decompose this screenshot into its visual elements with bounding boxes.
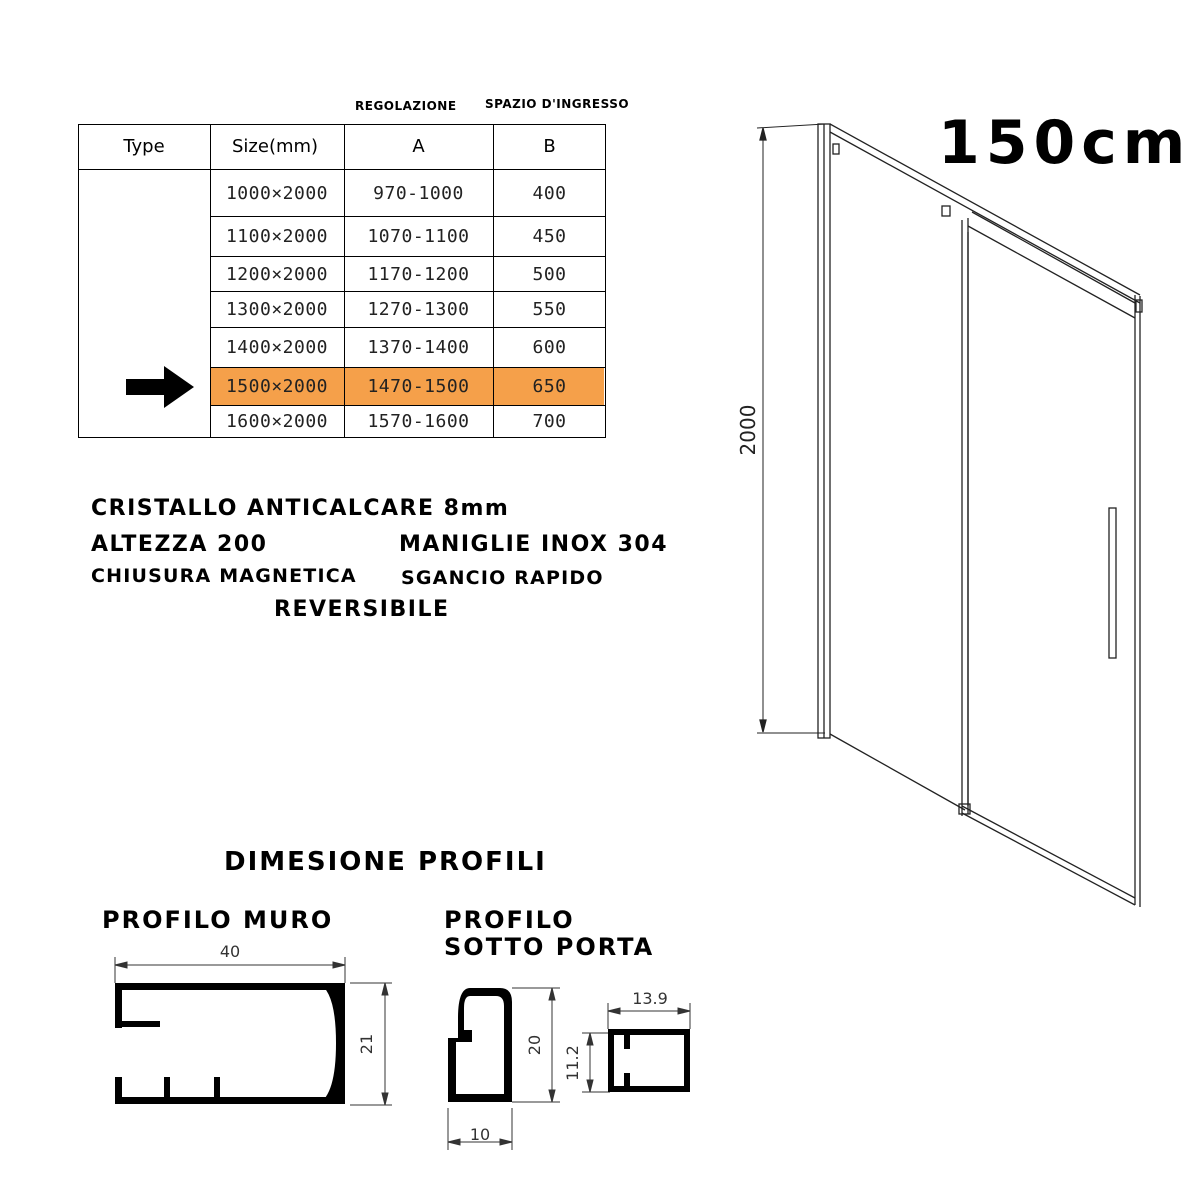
cell-a: 1370-1400: [367, 337, 470, 358]
shower-door-drawing: [736, 110, 1160, 920]
wall-profile-drawing: [100, 935, 400, 1115]
column-header-type: Type: [123, 136, 165, 157]
cell-a: 1070-1100: [367, 226, 470, 247]
cell-b: 450: [532, 226, 567, 247]
height-dimension-label: 2000: [736, 404, 760, 456]
wall-profile-label: PROFILO MURO: [102, 906, 334, 934]
feature-closure: CHIUSURA MAGNETICA: [91, 565, 357, 587]
cell-a: 1270-1300: [367, 299, 470, 320]
arrow-right-icon: [124, 364, 196, 410]
cell-b: 500: [532, 263, 567, 285]
feature-reversible: REVERSIBILE: [274, 597, 450, 622]
small-profile-drawing: [560, 985, 705, 1100]
feature-glass: CRISTALLO ANTICALCARE 8mm: [91, 496, 510, 521]
bottom-profile-drawing: [440, 980, 570, 1150]
column-header-a: A: [412, 136, 425, 157]
cell-a: 970-1000: [373, 182, 464, 204]
bottom-width-label: 10: [469, 1125, 491, 1144]
bottom-profile-label-1: PROFILO: [444, 906, 575, 934]
cell-a: 1170-1200: [367, 263, 470, 285]
table-border-left: [78, 124, 79, 438]
bottom-profile-label-2: SOTTO PORTA: [444, 933, 655, 961]
wall-width-label: 40: [219, 942, 241, 961]
cell-b: 400: [532, 182, 567, 204]
column-b-caption: SPAZIO D'INGRESSO: [485, 97, 630, 111]
cell-size: 1100×2000: [225, 226, 329, 247]
column-header-size: Size(mm): [232, 136, 319, 157]
bottom-height-label: 20: [525, 1034, 544, 1056]
profiles-title: DIMESIONE PROFILI: [224, 847, 547, 877]
cell-b: 700: [532, 411, 567, 432]
cell-size: 1300×2000: [225, 299, 329, 320]
cell-size: 1000×2000: [225, 182, 329, 204]
cell-size: 1200×2000: [225, 263, 329, 285]
column-header-b: B: [543, 136, 556, 157]
feature-release: SGANCIO RAPIDO: [401, 567, 604, 589]
column-a-caption: REGOLAZIONE: [355, 99, 457, 113]
cell-b: 550: [532, 299, 567, 320]
small-width-label: 13.9: [632, 989, 668, 1008]
wall-height-label: 21: [357, 1033, 376, 1055]
size-table: [78, 124, 606, 438]
table-border-bottom: [78, 437, 606, 438]
cell-b-highlight: 650: [532, 376, 567, 397]
small-height-label: 11.2: [563, 1045, 582, 1081]
cell-b: 600: [532, 337, 567, 358]
feature-height: ALTEZZA 200: [91, 532, 268, 557]
size-badge: 150cm: [938, 108, 1192, 178]
cell-a: 1570-1600: [367, 411, 470, 432]
cell-size-highlight: 1500×2000: [225, 376, 329, 397]
feature-handles: MANIGLIE INOX 304: [399, 532, 669, 557]
cell-a-highlight: 1470-1500: [367, 376, 470, 397]
cell-size: 1600×2000: [225, 411, 329, 432]
cell-size: 1400×2000: [225, 337, 329, 358]
